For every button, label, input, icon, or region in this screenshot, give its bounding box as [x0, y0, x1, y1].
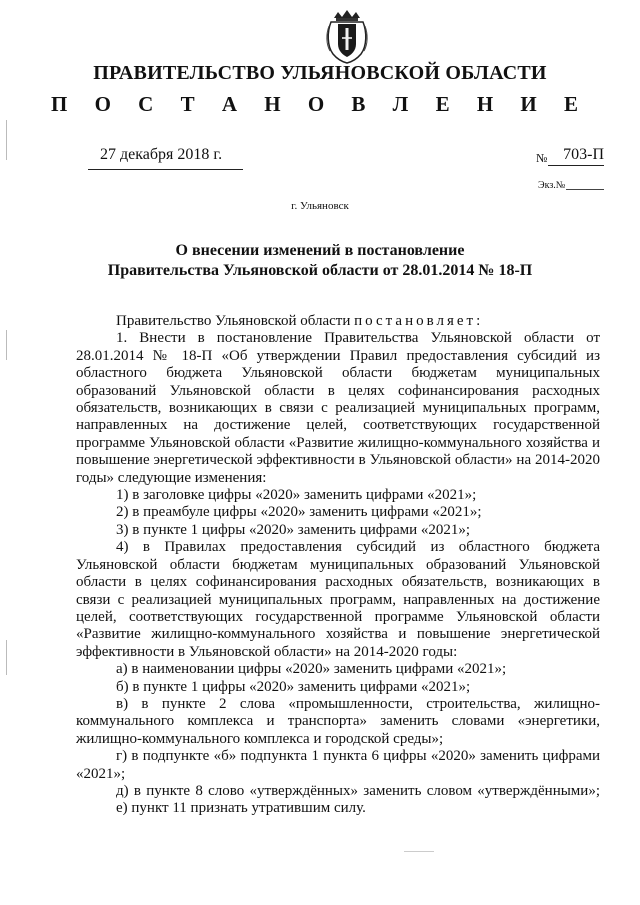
document-date: 27 декабря 2018 г. [100, 146, 223, 163]
title-line-1: О внесении изменений в постановление [175, 242, 465, 259]
sub-item-v: в) в пункте 2 слова «промышленности, строительства, жилищно-коммунального комплекса и транспорта» заменить словами «энергетики, жилищно-коммунального комплекса и городской среды»; [76, 695, 600, 747]
coat-of-arms-icon [325, 8, 369, 64]
document-type: П О С Т А Н О В Л Е Н И Е [50, 92, 589, 116]
preamble-verb: постановляет: [354, 313, 484, 329]
preamble-start: Правительство Ульяновской области [116, 313, 355, 329]
scan-artifact [404, 851, 434, 852]
sub-item-b: б) в пункте 1 цифры «2020» заменить цифрами «2021»; [116, 678, 471, 695]
sub-item-a: а) в наименовании цифры «2020» заменить цифрами «2021»; [116, 661, 507, 678]
list-item-1: 1) в заголовке цифры «2020» заменить цифрами «2021»; [116, 487, 477, 504]
government-name: ПРАВИТЕЛЬСТВО УЛЬЯНОВСКОЙ ОБЛАСТИ [93, 62, 547, 84]
list-item-3: 3) в пункте 1 цифры «2020» заменить цифрами «2021»; [116, 521, 471, 538]
city: г. Ульяновск [291, 200, 349, 212]
number-sign: № [536, 151, 548, 165]
document-title [0, 241, 640, 281]
sub-item-d: д) в пункте 8 слово «утверждённых» заменить словом «утверждёнными»; [116, 782, 600, 799]
list-item-4: 4) в Правилах предоставления субсидий из областного бюджета Ульяновской области бюджетам муниципальных образований Ульяновской области в целях софинансирования расходных обязательств, возникающих в связи с реализацией муниципальных программ, направленных на достижение целей, соответствующих государственной программе Ульяновской области «Развитие жилищно-коммунального хозяйства и повышение энергетической эффективности в Ульяновской области» на 2014-2020 годы: [76, 539, 600, 660]
document-number: 703-П [548, 146, 604, 166]
scan-margin-mark [6, 330, 7, 360]
copy-number-label: Экз.№ [538, 180, 566, 191]
document-body [76, 313, 600, 818]
title-line-2: Правительства Ульяновской области от 28.01.2014 № 18-П [107, 262, 533, 279]
copy-number-line [566, 189, 604, 190]
sub-item-g: г) в подпункте «б» подпункта 1 пункта 6 цифры «2020» заменить цифрами «2021»; [76, 748, 600, 782]
scan-margin-mark [6, 640, 7, 675]
paragraph-1: 1. Внести в постановление Правительства Ульяновской области от 28.01.2014 № 18-П «Об утверждении Правил предоставления субсидий из областного бюджета Ульяновской области бюджетам муниципальных образований Ульяновской области в целях софинансирования расходных обязательств, возникающих в связи с реализацией муниципальных программ, направленных на достижение целей, соответствующих государственной программе Ульяновской области «Развитие жилищно-коммунального хозяйства и повышение энергетической эффективности в Ульяновской области» на 2014-2020 годы» следующие изменения: [76, 330, 600, 486]
date-underline [88, 169, 243, 170]
scan-margin-mark [6, 120, 7, 160]
list-item-2: 2) в преамбуле цифры «2020» заменить цифрами «2021»; [116, 504, 482, 521]
preamble [76, 313, 600, 330]
sub-item-e: е) пункт 11 признать утратившим силу. [116, 800, 366, 817]
